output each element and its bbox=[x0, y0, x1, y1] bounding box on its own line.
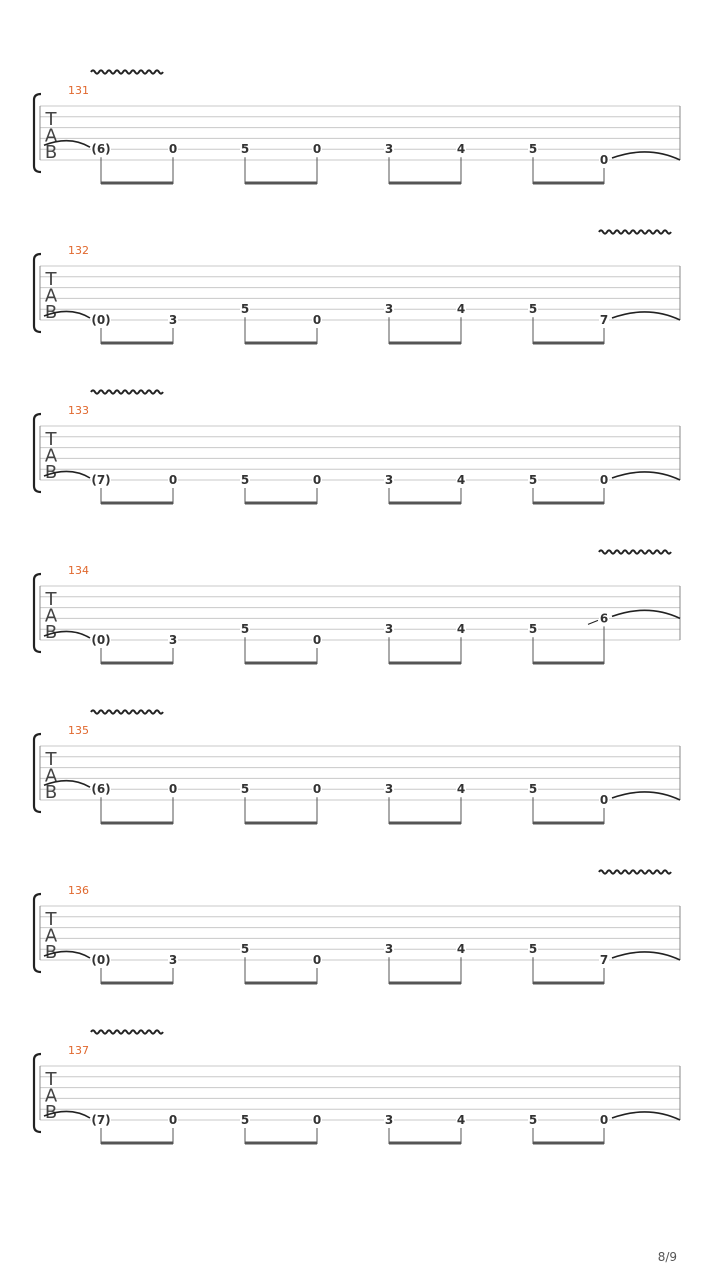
tab-note: 5 bbox=[528, 1113, 538, 1127]
vibrato-mark bbox=[91, 70, 163, 73]
tab-clef-letter: B bbox=[44, 622, 58, 643]
tab-clef-letter: T bbox=[45, 589, 57, 610]
tab-clef-letter: T bbox=[45, 1069, 57, 1090]
tab-note: 4 bbox=[456, 302, 466, 317]
slide-mark bbox=[588, 620, 598, 624]
tab-note: 7 bbox=[599, 953, 609, 967]
tab-system-131 bbox=[34, 70, 680, 184]
tab-clef-letter: T bbox=[45, 269, 57, 290]
tab-note: 3 bbox=[384, 1113, 394, 1127]
tab-clef-letter: A bbox=[44, 125, 58, 147]
tab-note: 3 bbox=[168, 313, 178, 327]
tab-note: (7) bbox=[91, 473, 111, 487]
tab-note: 4 bbox=[456, 942, 466, 957]
tab-note: 0 bbox=[312, 142, 322, 157]
tab-note: (6) bbox=[91, 142, 111, 157]
tab-clef-letter: A bbox=[44, 1085, 58, 1107]
tab-note: 0 bbox=[599, 1113, 609, 1127]
tab-note: 3 bbox=[384, 622, 394, 637]
vibrato-mark bbox=[91, 1030, 163, 1033]
tab-note: 5 bbox=[240, 302, 250, 317]
tab-clef-letter: T bbox=[45, 109, 57, 130]
tab-system-133 bbox=[34, 390, 680, 504]
tie-out bbox=[612, 152, 680, 160]
tab-note: 5 bbox=[528, 142, 538, 157]
tab-clef-letter: A bbox=[44, 605, 58, 627]
tab-note: 3 bbox=[384, 473, 394, 487]
tab-system-134 bbox=[34, 550, 680, 664]
tab-note: 5 bbox=[528, 942, 538, 957]
measure-number: 134 bbox=[68, 564, 89, 577]
tie-out bbox=[612, 952, 680, 960]
tab-note: 0 bbox=[168, 1113, 178, 1127]
tab-note: 4 bbox=[456, 473, 466, 487]
vibrato-mark bbox=[599, 870, 671, 873]
tab-note: (0) bbox=[91, 313, 111, 327]
tab-note: 5 bbox=[240, 142, 250, 157]
tab-note: (0) bbox=[91, 953, 111, 967]
tab-note: 5 bbox=[240, 1113, 250, 1127]
tab-clef-letter: B bbox=[44, 782, 58, 803]
vibrato-mark bbox=[599, 550, 671, 553]
tab-note: 4 bbox=[456, 1113, 466, 1127]
tab-clef-letter: T bbox=[45, 909, 57, 930]
vibrato-mark bbox=[91, 390, 163, 393]
measure-number: 133 bbox=[68, 404, 89, 417]
tab-system-132 bbox=[34, 230, 680, 344]
tab-clef-letter: A bbox=[44, 285, 58, 307]
tie-out bbox=[612, 312, 680, 320]
vibrato-mark bbox=[91, 710, 163, 713]
tab-note: 3 bbox=[384, 942, 394, 957]
measure-number: 132 bbox=[68, 244, 89, 257]
tab-note: 0 bbox=[312, 782, 322, 797]
tab-note: 0 bbox=[599, 793, 609, 807]
tab-note: (7) bbox=[91, 1113, 111, 1127]
tab-note: 7 bbox=[599, 313, 609, 327]
tab-clef-letter: T bbox=[45, 429, 57, 450]
tab-note: 3 bbox=[168, 633, 178, 647]
vibrato-mark bbox=[599, 230, 671, 233]
tab-note: 3 bbox=[384, 142, 394, 157]
tab-note: 3 bbox=[168, 953, 178, 967]
tab-clef-letter: A bbox=[44, 445, 58, 467]
tab-system-136 bbox=[34, 870, 680, 984]
tab-clef-letter: B bbox=[44, 1102, 58, 1123]
page-number: 8/9 bbox=[657, 1250, 677, 1264]
tie-out bbox=[612, 1112, 680, 1120]
measure-number: 136 bbox=[68, 884, 89, 897]
tab-note: 4 bbox=[456, 142, 466, 157]
tie-out bbox=[612, 610, 680, 618]
tab-clef-letter: A bbox=[44, 925, 58, 947]
tab-note: 4 bbox=[456, 622, 466, 637]
tab-note: 0 bbox=[312, 953, 322, 967]
tab-note: 5 bbox=[528, 782, 538, 797]
tab-note: 0 bbox=[168, 473, 178, 487]
tab-note: 5 bbox=[240, 782, 250, 797]
tab-note: 3 bbox=[384, 302, 394, 317]
tab-note: 5 bbox=[240, 942, 250, 957]
tab-clef-letter: B bbox=[44, 302, 58, 323]
measure-number: 137 bbox=[68, 1044, 89, 1057]
tab-note: 0 bbox=[599, 473, 609, 487]
tab-clef-letter: A bbox=[44, 765, 58, 787]
tab-note: 0 bbox=[312, 633, 322, 647]
tab-note: 0 bbox=[312, 473, 322, 487]
tab-note: 3 bbox=[384, 782, 394, 797]
tab-note: 5 bbox=[240, 622, 250, 637]
tab-note: 5 bbox=[528, 473, 538, 487]
tab-note: 0 bbox=[599, 153, 609, 167]
tab-note: 5 bbox=[240, 473, 250, 487]
measure-number: 135 bbox=[68, 724, 89, 737]
tab-clef-letter: B bbox=[44, 462, 58, 483]
tab-note: 5 bbox=[528, 302, 538, 317]
tab-system-137 bbox=[34, 1030, 680, 1144]
tie-out bbox=[612, 792, 680, 800]
tie-out bbox=[612, 472, 680, 480]
tab-clef-letter: T bbox=[45, 749, 57, 770]
tab-note: 0 bbox=[168, 142, 178, 157]
tab-clef-letter: B bbox=[44, 142, 58, 163]
tab-note: (0) bbox=[91, 633, 111, 647]
tab-note: 5 bbox=[528, 622, 538, 637]
tab-note: (6) bbox=[91, 782, 111, 797]
measure-number: 131 bbox=[68, 84, 89, 97]
tab-clef-letter: B bbox=[44, 942, 58, 963]
tab-system-135 bbox=[34, 710, 680, 824]
tab-note: 0 bbox=[312, 313, 322, 327]
tab-note: 0 bbox=[168, 782, 178, 797]
tab-note: 4 bbox=[456, 782, 466, 797]
tab-note: 0 bbox=[312, 1113, 322, 1127]
tab-note: 6 bbox=[599, 611, 609, 626]
